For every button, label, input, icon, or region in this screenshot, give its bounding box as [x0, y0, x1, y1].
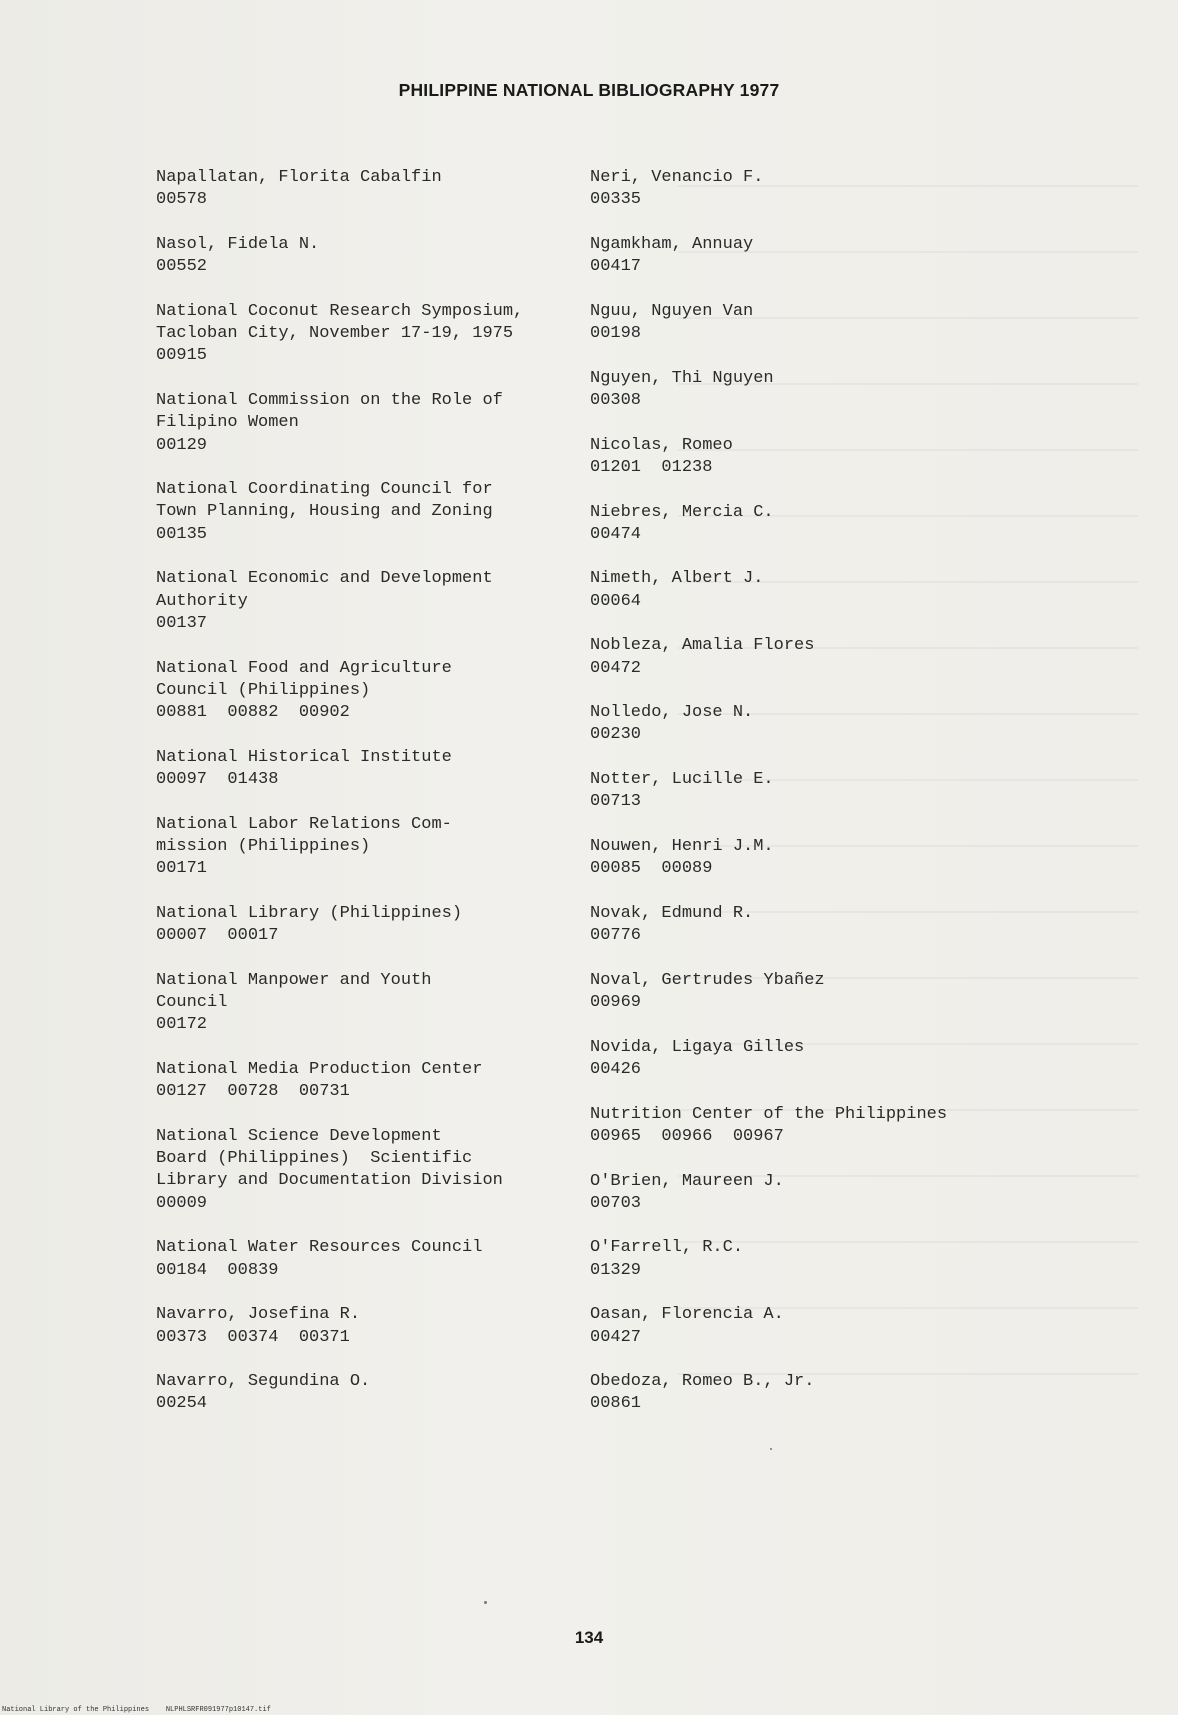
entry-name: Noval, Gertrudes Ybañez: [590, 970, 825, 990]
entry-name: National Science Development Board (Philippines) Scientific Library and Documentation Division: [156, 1126, 503, 1191]
entry-name: Navarro, Segundina O.: [156, 1372, 371, 1392]
bibliography-entry: [156, 903, 462, 948]
entry-codes: 00881 00882 00902: [156, 703, 350, 723]
entry-codes: 00007 00017: [156, 926, 279, 946]
entry-name: Nouwen, Henri J.M.: [590, 837, 774, 856]
bibliography-entry: [156, 1059, 482, 1104]
entry-name: Nguu, Nguyen Van: [590, 301, 754, 321]
entry-name: Ngamkham, Annuay: [590, 234, 754, 254]
bibliography-entry: [156, 301, 523, 368]
entry-name: Nasol, Fidela N.: [156, 234, 320, 254]
entry-codes: 00009: [156, 1193, 208, 1213]
footer-file-id: NLPHLSRFR091977p10147.tif: [165, 1706, 271, 1714]
paper-speck: [770, 1448, 772, 1450]
entry-codes: 01201 01238: [590, 457, 713, 477]
entry-codes: 00426: [590, 1059, 642, 1079]
entry-name: Neri, Venancio F.: [590, 168, 764, 187]
bibliography-entry: [156, 234, 319, 279]
bibliography-entry: [590, 1104, 947, 1149]
entry-codes: 00097 01438: [156, 770, 279, 790]
entry-name: O'Farrell, R.C.: [590, 1238, 744, 1258]
bibliography-entry: [590, 368, 774, 413]
entry-codes: 00472: [590, 658, 642, 678]
entry-name: National Coconut Research Symposium, Tacloban City, November 17-19, 1975: [156, 301, 524, 344]
entry-name: Novak, Edmund R.: [590, 903, 754, 923]
bibliography-entry: [590, 1237, 743, 1282]
entry-codes: 00230: [590, 725, 642, 745]
bibliography-entry: [156, 1126, 503, 1215]
entry-codes: 00135: [156, 524, 208, 544]
entry-codes: 00427: [590, 1327, 642, 1347]
entry-codes: 00776: [590, 926, 642, 946]
bibliography-entry: [156, 658, 452, 725]
entry-name: Nimeth, Albert J.: [590, 569, 764, 589]
entry-name: Nutrition Center of the Philippines: [590, 1104, 948, 1124]
entry-codes: 00184 00839: [156, 1260, 279, 1280]
entry-name: National Commission on the Role of Filipino Women: [156, 391, 503, 433]
bibliography-entry: [590, 568, 763, 613]
entry-codes: 00254: [156, 1394, 208, 1414]
entry-name: O'Brien, Maureen J.: [590, 1171, 784, 1191]
entry-name: Obedoza, Romeo B., Jr.: [590, 1372, 815, 1392]
bibliography-entry: [590, 970, 825, 1015]
entry-codes: 00417: [590, 257, 642, 277]
entry-name: National Water Resources Council: [156, 1238, 483, 1258]
entry-codes: 00198: [590, 324, 642, 344]
entry-name: Nicolas, Romeo: [590, 435, 733, 455]
bibliography-entry: [590, 1171, 784, 1216]
entry-name: National Manpower and Youth Council: [156, 970, 432, 1013]
entry-codes: 00713: [590, 792, 642, 812]
bibliography-entry: [590, 502, 774, 547]
bibliography-entry: [590, 234, 753, 279]
entry-codes: 00703: [590, 1193, 642, 1213]
bibliography-entry: [590, 769, 774, 814]
bibliography-entry: [156, 1304, 360, 1349]
entry-codes: 00137: [156, 613, 208, 633]
entry-name: Navarro, Josefina R.: [156, 1305, 361, 1325]
entry-codes: 00127 00728 00731: [156, 1082, 350, 1102]
entry-name: National Economic and Development Authority: [156, 569, 493, 611]
entry-codes: 00335: [590, 190, 642, 210]
paper-speck: [484, 1601, 487, 1604]
page-title: PHILIPPINE NATIONAL BIBLIOGRAPHY 1977: [398, 80, 780, 100]
entry-name: Nobleza, Amalia Flores: [590, 636, 815, 656]
entry-codes: 00969: [590, 993, 642, 1013]
entry-name: National Food and Agriculture Council (Philippines): [156, 658, 452, 700]
bibliography-entry: [590, 903, 753, 948]
bibliography-entry: [590, 702, 753, 747]
entry-codes: 00861: [590, 1394, 642, 1414]
bibliography-entry: [156, 1371, 370, 1416]
entry-codes: 00172: [156, 1015, 208, 1035]
bibliography-entry: [156, 970, 431, 1037]
entry-name: National Media Production Center: [156, 1060, 483, 1079]
bibliography-entry: [156, 747, 452, 792]
bibliography-entry: [156, 1237, 482, 1282]
entry-name: Notter, Lucille E.: [590, 770, 774, 790]
bibliography-entry: [590, 635, 814, 680]
entry-codes: 00373 00374 00371: [156, 1327, 350, 1347]
entry-codes: 00129: [156, 435, 208, 455]
entry-name: Oasan, Florencia A.: [590, 1305, 784, 1325]
entry-name: Niebres, Mercia C.: [590, 502, 774, 522]
entry-codes: 00171: [156, 859, 208, 879]
bibliography-entry: [590, 1304, 784, 1349]
entry-name: Napallatan, Florita Cabalfin: [156, 168, 442, 187]
entry-codes: 00085 00089: [590, 859, 713, 879]
footer-library: National Library of the Philippines: [2, 1706, 150, 1714]
scan-footer: [2, 1706, 271, 1714]
entry-name: Nguyen, Thi Nguyen: [590, 368, 774, 388]
entry-name: National Library (Philippines): [156, 903, 463, 923]
bibliography-entry: [156, 568, 493, 635]
page-number: 134: [574, 1628, 604, 1647]
entry-codes: 00308: [590, 390, 642, 410]
entry-codes: 00474: [590, 524, 642, 544]
bibliography-entry: [156, 814, 452, 881]
bibliography-entry: [590, 836, 774, 881]
bibliography-entry: [590, 1037, 804, 1082]
entry-name: National Coordinating Council for Town Planning, Housing and Zoning: [156, 480, 493, 522]
entry-name: National Labor Relations Com- mission (Philippines): [156, 814, 452, 856]
bibliography-entry: [156, 479, 493, 546]
entry-name: Novida, Ligaya Gilles: [590, 1037, 805, 1057]
entry-codes: 00578: [156, 190, 208, 210]
entry-name: Nolledo, Jose N.: [590, 703, 754, 723]
entry-codes: 00965 00966 00967: [590, 1126, 784, 1146]
bibliography-entry: [156, 167, 442, 212]
entry-codes: 00915: [156, 346, 208, 366]
entry-codes: 01329: [590, 1260, 642, 1280]
bibliography-entry: [156, 390, 503, 457]
bibliography-entry: [590, 1371, 814, 1416]
entry-codes: 00064: [590, 591, 642, 611]
bibliography-entry: [590, 301, 753, 346]
entry-name: National Historical Institute: [156, 747, 452, 767]
bibliography-entry: [590, 167, 763, 212]
entry-codes: 00552: [156, 257, 208, 277]
bibliography-entry: [590, 435, 733, 480]
